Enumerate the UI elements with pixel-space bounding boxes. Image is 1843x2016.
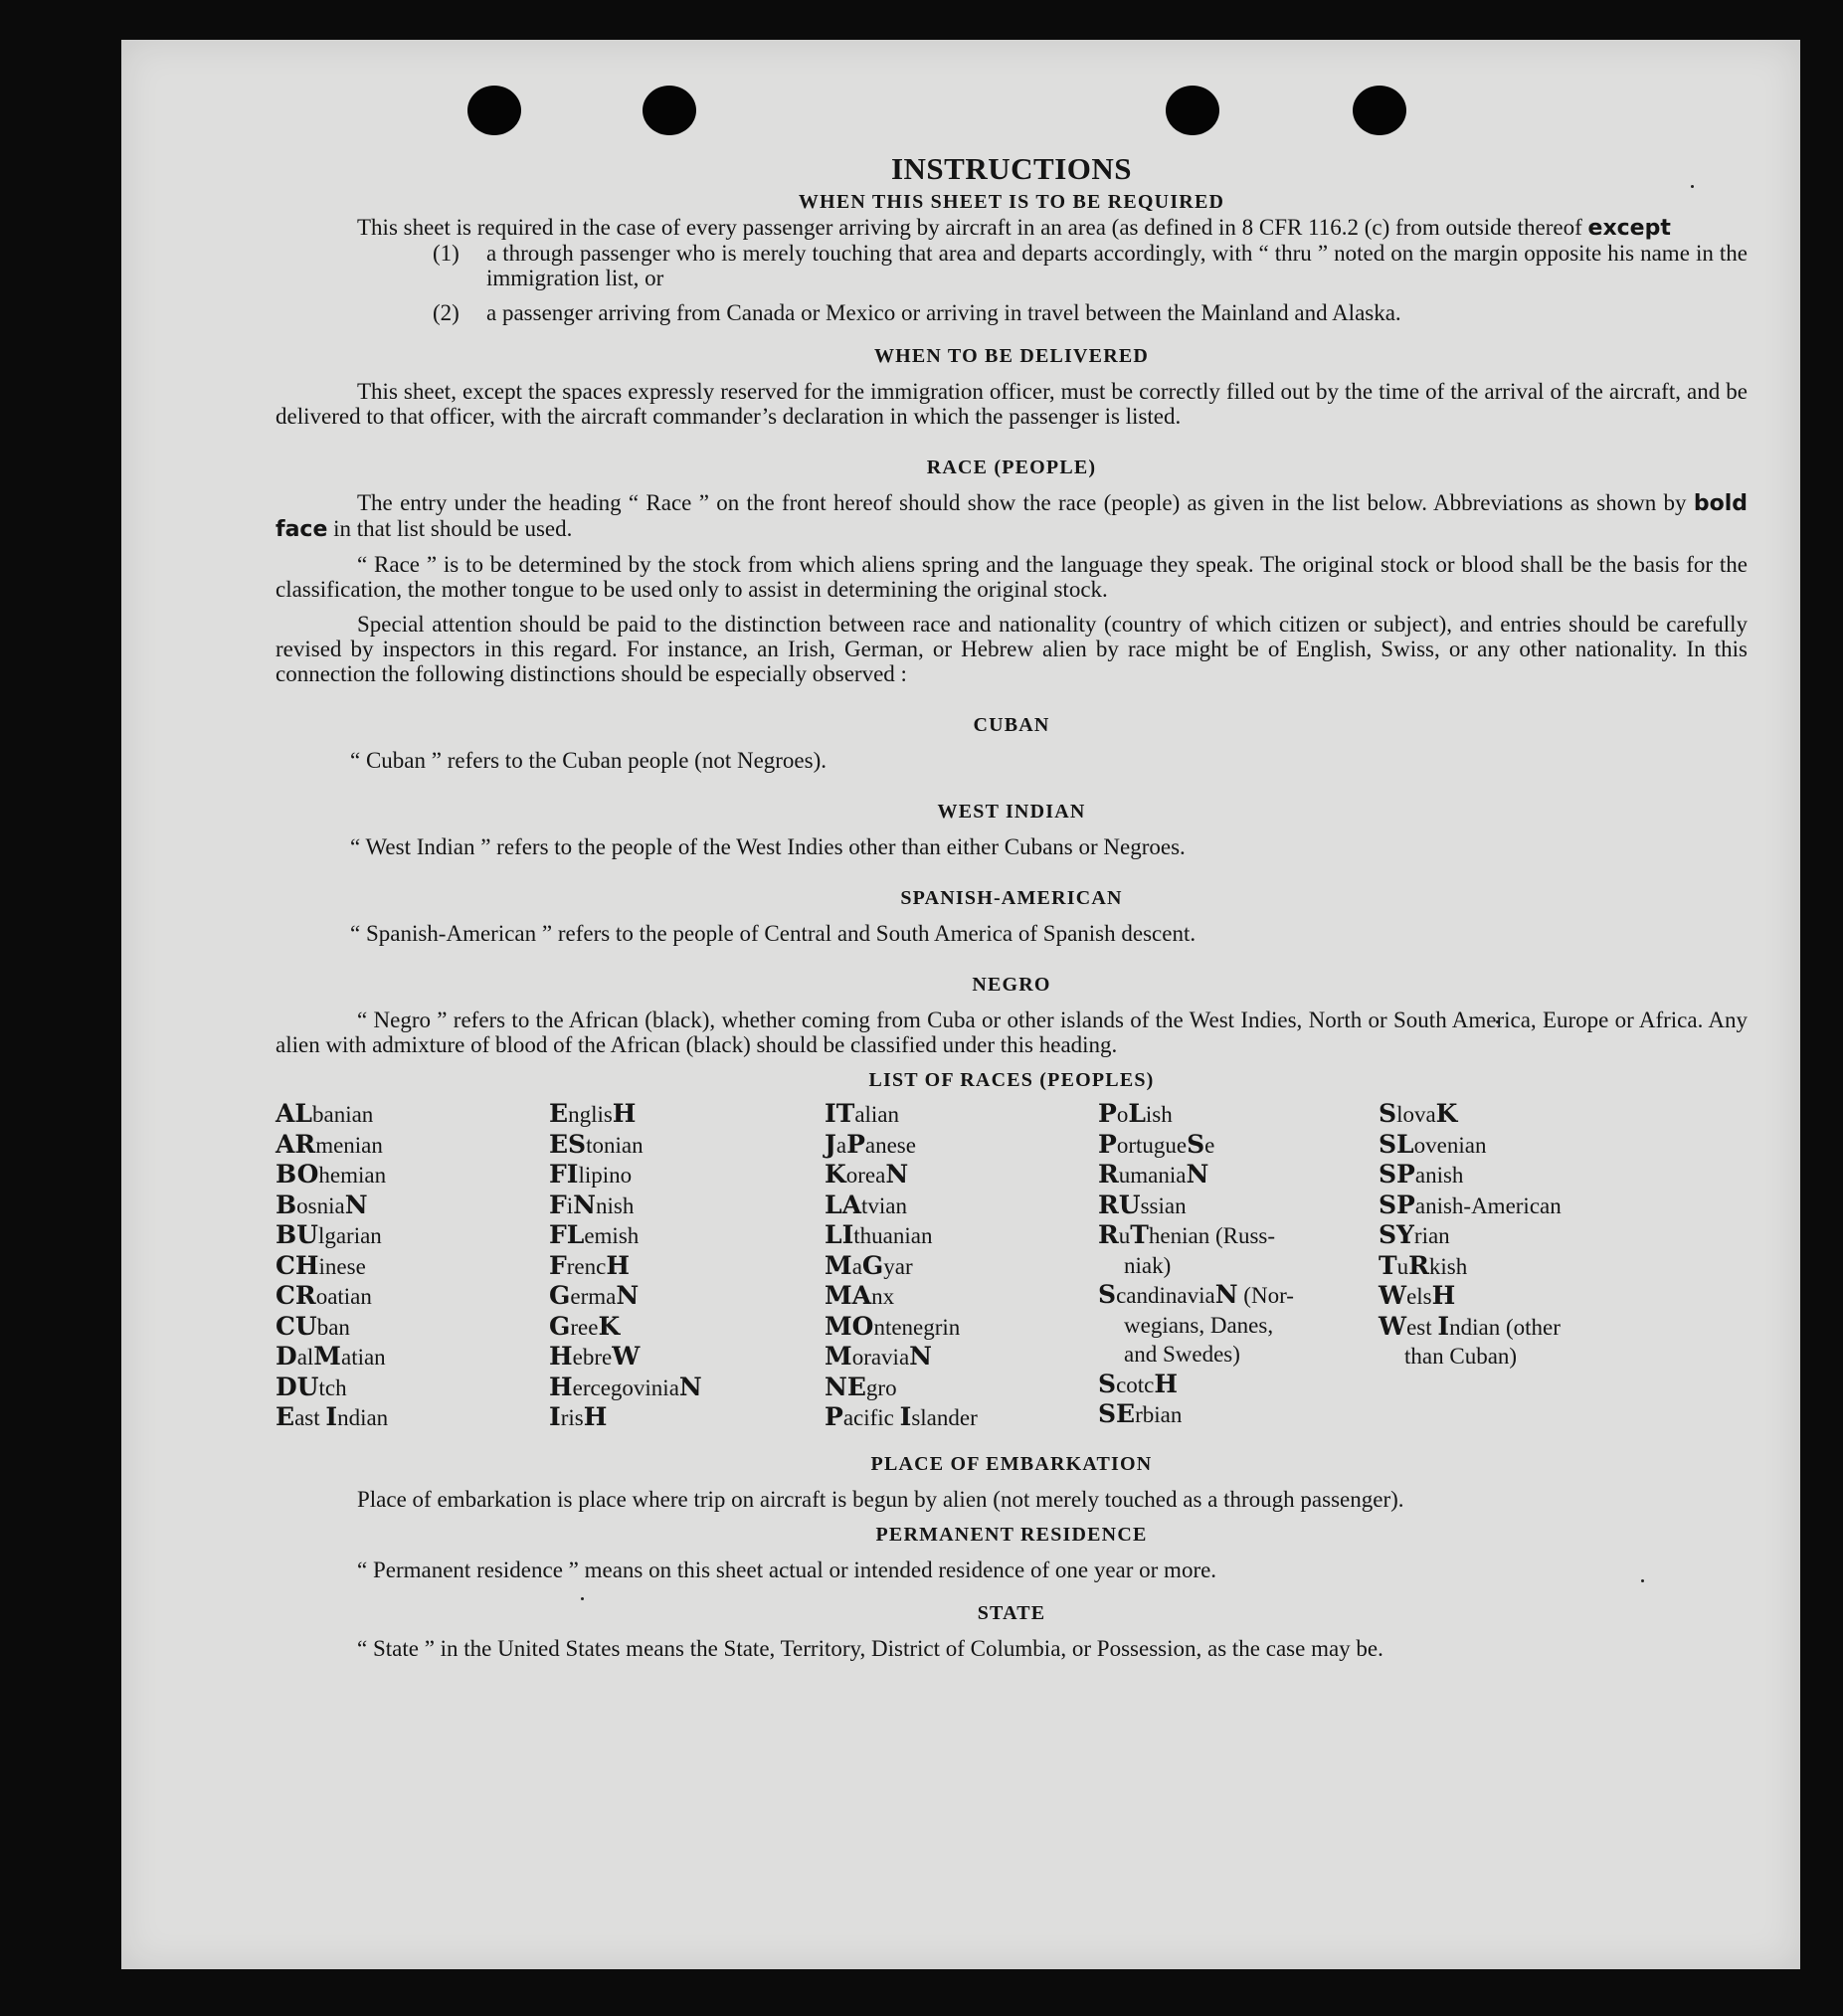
race-entry xyxy=(276,1130,549,1161)
race-entry xyxy=(1379,1220,1637,1251)
race-text: anish xyxy=(1414,1163,1464,1188)
race-abbreviation: IT xyxy=(825,1099,855,1128)
spanish-american-text: “ Spanish-American ” refers to the people of Central and South America of Spanish descent. xyxy=(350,921,1197,946)
heading-spanish-american: SPANISH-AMERICAN xyxy=(900,887,1123,909)
race-text: kish xyxy=(1428,1253,1468,1279)
race-abbreviation: I xyxy=(325,1402,338,1431)
race-entry xyxy=(1379,1130,1637,1161)
race-text: els xyxy=(1406,1284,1432,1309)
race-abbreviation: N xyxy=(573,1190,596,1219)
race-abbreviation: R xyxy=(1098,1220,1119,1249)
race-text: alian xyxy=(854,1102,900,1127)
race-text: ercegovinia xyxy=(572,1375,679,1400)
race-abbreviation: G xyxy=(549,1311,571,1341)
race-entry xyxy=(1098,1399,1379,1430)
race-abbreviation: R xyxy=(1408,1250,1429,1280)
race-entry xyxy=(825,1251,1098,1282)
race-abbreviation: H xyxy=(612,1099,637,1128)
race-abbreviation: F xyxy=(549,1250,567,1280)
race-abbreviation: FL xyxy=(549,1220,585,1249)
race-abbreviation: S xyxy=(1098,1369,1117,1398)
race-abbreviation: I xyxy=(899,1402,912,1431)
race-abbreviation: I xyxy=(1437,1311,1450,1341)
race-continuation: than Cuban) xyxy=(1404,1344,1518,1369)
race-abbreviation: N xyxy=(678,1372,702,1401)
race-abbreviation: G xyxy=(861,1250,884,1280)
race-abbreviation: SP xyxy=(1379,1190,1415,1219)
race-text: candinavia xyxy=(1116,1283,1215,1308)
race-entry xyxy=(1379,1099,1637,1130)
punch-hole xyxy=(1166,86,1219,135)
races-list-grid xyxy=(276,1099,1748,1433)
race-abbreviation: S xyxy=(1379,1099,1397,1128)
race-text: ast xyxy=(294,1405,326,1430)
race-text: o xyxy=(1116,1102,1129,1127)
heading-place-of-embarkation: PLACE OF EMBARKATION xyxy=(870,1452,1153,1475)
race-abbreviation: W xyxy=(1379,1281,1407,1310)
race-text: henian (Russ- xyxy=(1148,1223,1276,1248)
race-entry xyxy=(1098,1130,1379,1161)
instructions-content xyxy=(276,149,1748,1661)
embarkation-text: Place of embarkation is place where trip on aircraft is begun by alien (not merely touched as a through passenger). xyxy=(357,1486,1404,1512)
race-entry xyxy=(825,1191,1098,1221)
race-entry xyxy=(276,1191,549,1221)
negro-text: “ Negro ” refers to the African (black), whether coming from Cuba or other islands of the West Indies, North or South America, Europe or Africa. Any alien with admixture of blood of the African (black) should be classified under this heading. xyxy=(276,1008,1748,1057)
cuban-text: “ Cuban ” refers to the Cuban people (not Negroes). xyxy=(350,748,828,773)
race-entry xyxy=(549,1191,825,1221)
race-entry xyxy=(276,1160,549,1191)
race-paragraph-1: The entry under the heading “ Race ” on the front hereof should show the race (people) as given in the list below. Abbreviations as shown by bold face in that list should be used. xyxy=(276,490,1749,542)
punch-hole xyxy=(643,86,696,135)
race-text: a xyxy=(851,1253,862,1279)
race-abbreviation: R xyxy=(1098,1160,1119,1189)
race-text: menian xyxy=(315,1132,383,1158)
race-entry xyxy=(825,1281,1098,1312)
races-column xyxy=(276,1099,549,1433)
race-text: rbian xyxy=(1135,1402,1183,1427)
race-abbreviation: H xyxy=(606,1250,630,1280)
race-abbreviation: M xyxy=(825,1250,852,1280)
race-continuation: niak) xyxy=(1124,1252,1172,1278)
race-abbreviation: K xyxy=(825,1160,846,1189)
race-abbreviation: N xyxy=(909,1342,933,1371)
race-abbreviation: I xyxy=(549,1402,561,1431)
race-text: slander xyxy=(911,1405,978,1430)
race-entry xyxy=(825,1099,1098,1130)
race-abbreviation: S xyxy=(1098,1280,1117,1309)
race-abbreviation: CH xyxy=(276,1250,319,1280)
race-entry xyxy=(1098,1191,1379,1221)
race-abbreviation: T xyxy=(1130,1220,1149,1249)
race-text: al xyxy=(296,1345,314,1370)
race-entry xyxy=(276,1220,549,1251)
punch-hole xyxy=(467,86,521,135)
race-entry xyxy=(549,1220,825,1251)
race-entry xyxy=(549,1251,825,1282)
race-entry xyxy=(276,1402,549,1433)
race-abbreviation: BO xyxy=(276,1160,319,1189)
race-entry xyxy=(276,1251,549,1282)
race-abbreviation: K xyxy=(1435,1099,1458,1128)
race-abbreviation: M xyxy=(825,1342,852,1371)
race-text: ris xyxy=(560,1405,584,1430)
heading-west-indian: WEST INDIAN xyxy=(937,801,1086,823)
punch-hole xyxy=(1353,86,1406,135)
race-abbreviation: W xyxy=(1379,1311,1407,1341)
race-text: banian xyxy=(311,1102,374,1127)
race-text: erma xyxy=(570,1284,617,1309)
race-text: i xyxy=(566,1192,574,1218)
race-abbreviation: AR xyxy=(276,1129,316,1159)
race-entry xyxy=(825,1220,1098,1251)
race-entry xyxy=(1098,1370,1379,1400)
races-column xyxy=(1098,1099,1379,1433)
race-entry xyxy=(276,1281,549,1312)
race-text: lova xyxy=(1396,1102,1436,1127)
race-entry xyxy=(1379,1251,1637,1282)
race-text: ban xyxy=(316,1314,350,1340)
race-abbreviation: G xyxy=(549,1281,571,1310)
race-text: ebre xyxy=(572,1345,613,1370)
race-text: orea xyxy=(845,1163,886,1188)
race-text: lipino xyxy=(578,1163,633,1188)
race-abbreviation: N xyxy=(1214,1280,1238,1309)
race-entry xyxy=(276,1312,549,1343)
race-entry xyxy=(549,1312,825,1343)
race-text: ndian xyxy=(337,1405,389,1430)
race-abbreviation: E xyxy=(549,1099,569,1128)
race-abbreviation: ES xyxy=(549,1129,587,1159)
race-text: rian xyxy=(1413,1223,1450,1248)
race-text: lgarian xyxy=(317,1223,382,1248)
race-abbreviation: MO xyxy=(825,1311,874,1341)
race-abbreviation: FI xyxy=(549,1160,579,1189)
race-text: a xyxy=(835,1132,847,1158)
race-text: nish xyxy=(596,1192,635,1218)
race-text: est xyxy=(1406,1314,1438,1340)
races-column xyxy=(825,1099,1098,1433)
race-abbreviation: LA xyxy=(825,1190,861,1219)
race-abbreviation: N xyxy=(1186,1160,1209,1189)
state-text: “ State ” in the United States means the State, Territory, District of Columbia, or Possession, as the case may be. xyxy=(357,1635,1383,1661)
heading-negro: NEGRO xyxy=(972,974,1051,996)
race-entry xyxy=(825,1312,1098,1343)
race-entry xyxy=(1098,1280,1379,1370)
race-abbreviation: P xyxy=(1098,1099,1117,1128)
race-entry xyxy=(825,1402,1098,1433)
race-text: anish-American xyxy=(1414,1192,1562,1218)
race-abbreviation: B xyxy=(276,1190,297,1219)
race-text: ssian xyxy=(1140,1192,1187,1218)
race-text: umania xyxy=(1118,1163,1187,1188)
except-bold-word: except xyxy=(1587,216,1671,241)
race-abbreviation: H xyxy=(1431,1281,1456,1310)
races-column xyxy=(1379,1099,1637,1433)
race-abbreviation: MA xyxy=(825,1281,872,1310)
race-entry xyxy=(276,1342,549,1373)
race-entry xyxy=(549,1342,825,1373)
exception-number: (1) xyxy=(433,241,460,266)
race-abbreviation: DU xyxy=(276,1372,319,1401)
race-entry xyxy=(276,1099,549,1130)
page-title: INSTRUCTIONS xyxy=(890,151,1132,186)
race-abbreviation: J xyxy=(825,1129,836,1159)
race-text: (Nor- xyxy=(1237,1283,1294,1308)
race-text: u xyxy=(1396,1253,1409,1279)
bold-face-phrase: bold face xyxy=(276,491,1749,542)
race-text: emish xyxy=(584,1223,640,1248)
race-abbreviation: CR xyxy=(276,1281,316,1310)
race-entry xyxy=(1098,1099,1379,1130)
race-text: ortugue xyxy=(1116,1132,1188,1158)
race-text: acific xyxy=(842,1405,900,1430)
race-abbreviation: CU xyxy=(276,1311,317,1341)
race-text: u xyxy=(1118,1223,1131,1248)
race-abbreviation: D xyxy=(276,1342,297,1371)
race-abbreviation: W xyxy=(612,1342,641,1371)
race-text: cotc xyxy=(1116,1372,1155,1397)
race-entry xyxy=(1379,1281,1637,1312)
exception-item-2 xyxy=(433,300,1748,325)
race-entry xyxy=(825,1160,1098,1191)
race-abbreviation: SL xyxy=(1379,1129,1414,1159)
race-text: tch xyxy=(318,1375,347,1400)
race-abbreviation: LI xyxy=(825,1220,854,1249)
race-entry xyxy=(549,1130,825,1161)
heading-permanent-residence: PERMANENT RESIDENCE xyxy=(875,1523,1148,1546)
race-text: nx xyxy=(871,1284,895,1309)
race-abbreviation: H xyxy=(549,1342,573,1371)
heading-list-of-races: LIST OF RACES (PEOPLES) xyxy=(868,1069,1155,1091)
race-abbreviation: E xyxy=(276,1402,295,1431)
race-text: ree xyxy=(570,1314,599,1340)
race-text: tonian xyxy=(586,1132,644,1158)
race-text: nglis xyxy=(568,1102,613,1127)
west-indian-text: “ West Indian ” refers to the people of the West Indies other than either Cubans or Negroes. xyxy=(350,834,1186,859)
race-text: oravia xyxy=(851,1345,910,1370)
heading-cuban: CUBAN xyxy=(973,714,1050,736)
race-entry xyxy=(549,1160,825,1191)
race-text: thuanian xyxy=(853,1223,933,1248)
race-abbreviation: AL xyxy=(276,1099,312,1128)
race-abbreviation: NE xyxy=(825,1372,866,1401)
race-entry xyxy=(825,1130,1098,1161)
race-abbreviation: N xyxy=(616,1281,640,1310)
race-entry xyxy=(1098,1160,1379,1191)
exception-number: (2) xyxy=(433,300,460,325)
race-abbreviation: SP xyxy=(1379,1160,1415,1189)
race-entry xyxy=(1379,1312,1637,1372)
race-abbreviation: M xyxy=(313,1342,341,1371)
race-abbreviation: N xyxy=(344,1190,368,1219)
race-abbreviation: H xyxy=(549,1372,573,1401)
race-text: tvian xyxy=(860,1192,907,1218)
race-text: renc xyxy=(566,1253,607,1279)
race-text: ntenegrin xyxy=(873,1314,961,1340)
race-text: oatian xyxy=(315,1284,372,1309)
required-intro: This sheet is required in the case of every passenger arriving by aircraft in an area (as defined in 8 CFR 116.2 (c) from outside thereof except xyxy=(357,215,1671,241)
delivered-text: This sheet, except the spaces expressly reserved for the immigration officer, must be correctly filled out by the time of the arrival of the aircraft, and be delivered to that officer, with the aircraft commander’s declaration in which the passenger is listed. xyxy=(276,379,1748,429)
heading-race: RACE (PEOPLE) xyxy=(926,457,1097,478)
race-abbreviation: H xyxy=(583,1402,608,1431)
race-text: anese xyxy=(864,1132,916,1158)
race-entry xyxy=(549,1281,825,1312)
heading-state: STATE xyxy=(977,1601,1046,1624)
race-abbreviation: BU xyxy=(276,1220,318,1249)
race-text: ish xyxy=(1145,1102,1173,1127)
exception-text: a passenger arriving from Canada or Mexico or arriving in travel between the Mainland and Alaska. xyxy=(486,300,1401,325)
race-paragraph-2: “ Race ” is to be determined by the stock from which aliens spring and the language they speak. The original stock or blood shall be the basis for the classification, the mother tongue to be used only to assist in determining the original stock. xyxy=(276,552,1748,602)
race-abbreviation: F xyxy=(549,1190,567,1219)
race-abbreviation: RU xyxy=(1098,1190,1141,1219)
race-text: e xyxy=(1204,1132,1215,1158)
heading-when-delivered: WHEN TO BE DELIVERED xyxy=(873,345,1150,367)
document-page xyxy=(121,40,1800,1969)
race-text: atian xyxy=(340,1345,386,1370)
race-text: hemian xyxy=(318,1163,387,1188)
race-text: gro xyxy=(865,1375,897,1400)
race-entry xyxy=(1379,1160,1637,1191)
race-entry xyxy=(1098,1220,1379,1280)
race-entry xyxy=(549,1099,825,1130)
race-entry xyxy=(1379,1191,1637,1221)
race-entry xyxy=(825,1373,1098,1403)
race-entry xyxy=(549,1373,825,1403)
race-entry xyxy=(549,1402,825,1433)
race-text: yar xyxy=(883,1253,913,1279)
race-text: ndian (other xyxy=(1449,1314,1561,1340)
heading-when-required: WHEN THIS SHEET IS TO BE REQUIRED xyxy=(798,191,1225,213)
race-entry xyxy=(276,1373,549,1403)
race-paragraph-3: Special attention should be paid to the distinction between race and nationality (country of which citizen or subject), and entries should be carefully revised by inspectors in this regard. For instance, an Irish, German, or Hebrew alien by race might be of English, Swiss, or any other nationality. In this connection the following distinctions should be especially observed : xyxy=(276,612,1748,686)
race-abbreviation: SE xyxy=(1098,1399,1136,1428)
race-continuation: wegians, Danes, xyxy=(1124,1312,1274,1338)
race-abbreviation: T xyxy=(1379,1250,1397,1280)
races-column xyxy=(549,1099,825,1433)
race-abbreviation: K xyxy=(598,1311,621,1341)
residence-text: “ Permanent residence ” means on this sheet actual or intended residence of one year or more. xyxy=(357,1557,1217,1582)
race-abbreviation: S xyxy=(1187,1129,1205,1159)
race-continuation: and Swedes) xyxy=(1124,1342,1240,1367)
race-abbreviation: P xyxy=(825,1402,843,1431)
race-entry xyxy=(825,1342,1098,1373)
race-abbreviation: L xyxy=(1128,1099,1146,1128)
exception-item-1 xyxy=(433,241,1748,290)
race-abbreviation: SY xyxy=(1379,1220,1414,1249)
race-abbreviation: N xyxy=(885,1160,909,1189)
race-abbreviation: P xyxy=(1098,1129,1117,1159)
race-text: osnia xyxy=(296,1192,345,1218)
race-text: inese xyxy=(318,1253,366,1279)
race-text: ovenian xyxy=(1413,1132,1487,1158)
race-abbreviation: P xyxy=(846,1129,865,1159)
exception-text: a through passenger who is merely touching that area and departs accordingly, with “ thru ” noted on the margin opposite his name in the immigration list, or xyxy=(486,241,1748,290)
race-abbreviation: H xyxy=(1154,1369,1178,1398)
